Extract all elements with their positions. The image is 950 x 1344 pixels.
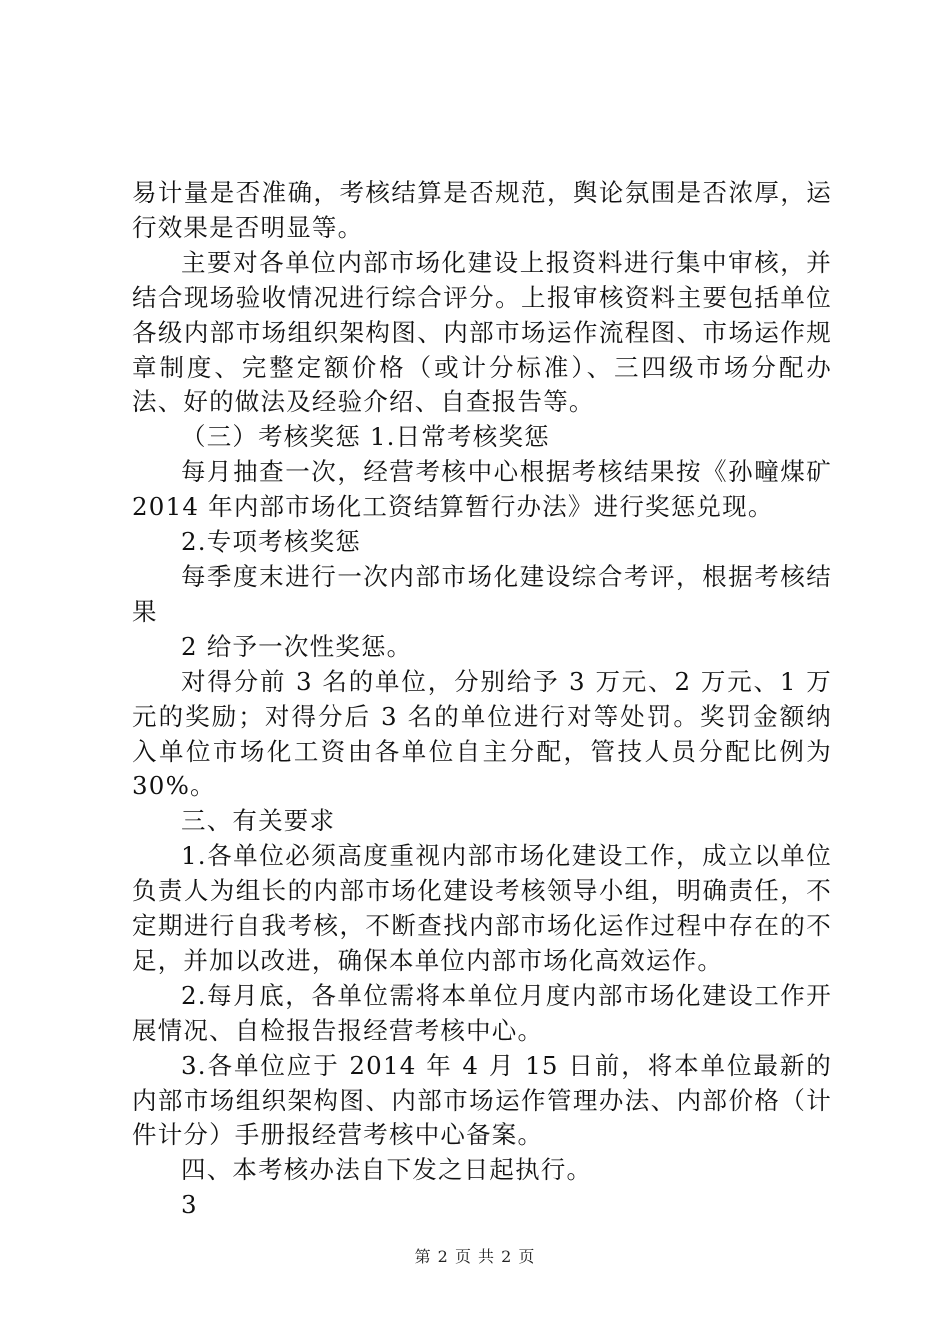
paragraph-10: 1.各单位必须高度重视内部市场化建设工作，成立以单位负责人为组长的内部市场化建设考核领导小组，明确责任，不定期进行自我考核，不断查找内部市场化运作过程中存在的不足，并加以改进，确保本单位内部市场化高效运作。 [132, 841, 832, 975]
section-heading-rewards: （三）考核奖惩 1.日常考核奖惩 [181, 422, 550, 452]
paragraph-14: 3 [181, 1190, 198, 1220]
paragraph-12: 3.各单位应于 2014 年 4 月 15 日前，将本单位最新的内部市场组织架构图、内部市场运作管理办法、内部价格（计件计分）手册报经营考核中心备案。 [132, 1050, 832, 1150]
section-heading-effective: 四、本考核办法自下发之日起执行。 [181, 1155, 593, 1185]
section-heading-requirements: 三、有关要求 [181, 806, 336, 836]
paragraph-7: 2 给予一次性奖惩。 [181, 631, 413, 661]
paragraph-2: 主要对各单位内部市场化建设上报资料进行集中审核，并结合现场验收情况进行综合评分。上报审核资料主要包括单位各级内部市场组织架构图、内部市场运作流程图、市场运作规章制度、完整定额价格（或计分标准）、三四级市场分配办法、好的做法及经验介绍、自查报告等。 [132, 247, 832, 417]
paragraph-1: 易计量是否准确，考核结算是否规范，舆论氛围是否浓厚，运行效果是否明显等。 [132, 178, 832, 242]
paragraph-4: 每月抽查一次，经营考核中心根据考核结果按《孙疃煤矿 2014 年内部市场化工资结算暂行办法》进行奖惩兑现。 [132, 457, 832, 522]
paragraph-11: 2.每月底，各单位需将本单位月度内部市场化建设工作开展情况、自检报告报经营考核中心。 [132, 980, 832, 1045]
paragraph-6: 每季度末进行一次内部市场化建设综合考评，根据考核结果 [132, 561, 832, 626]
document-body [132, 176, 832, 1223]
paragraph-8: 对得分前 3 名的单位，分别给予 3 万元、2 万元、1 万元的奖励；对得分后 3 名的单位进行对等处罚。奖罚金额纳入单位市场化工资由各单位自主分配，管技人员分配比例为 30%。 [132, 666, 832, 801]
page-footer: 第 2 页 共 2 页 [414, 1247, 536, 1266]
subheading-special-review: 2.专项考核奖惩 [181, 527, 361, 557]
